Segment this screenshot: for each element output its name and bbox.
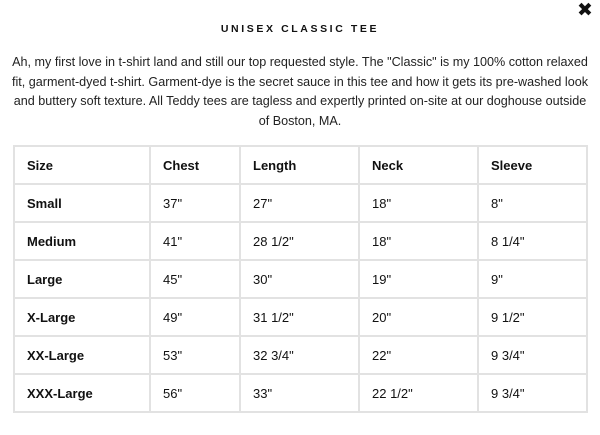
table-cell: 30" (240, 260, 359, 298)
table-cell: 33" (240, 374, 359, 412)
size-label: Medium (14, 222, 150, 260)
table-cell: 28 1/2" (240, 222, 359, 260)
table-cell: 9 3/4" (478, 336, 587, 374)
table-cell: 19" (359, 260, 478, 298)
page-title: UNISEX CLASSIC TEE (220, 23, 380, 35)
size-label: Small (14, 184, 150, 222)
close-icon[interactable]: ✖ (577, 0, 593, 21)
table-row (14, 184, 587, 222)
column-header: Sleeve (478, 146, 587, 184)
table-cell: 27" (240, 184, 359, 222)
table-cell: 31 1/2" (240, 298, 359, 336)
column-header: Chest (150, 146, 240, 184)
table-cell: 41" (150, 222, 240, 260)
column-header: Size (14, 146, 150, 184)
table-cell: 9" (478, 260, 587, 298)
table-cell: 18" (359, 184, 478, 222)
table-row (14, 222, 587, 260)
product-description: Ah, my first love in t-shirt land and still our top requested style. The "Classic" is my 100% cotton relaxed fit, garment-dyed t-shirt. Garment-dye is the secret sauce in this tee and how it gets its pre-washed look and buttery soft texture. All Teddy tees are tagless and expertly printed on-site at our doghouse outside of Boston, MA. (11, 55, 589, 128)
table-cell: 22" (359, 336, 478, 374)
table-cell: 32 3/4" (240, 336, 359, 374)
table-cell: 45" (150, 260, 240, 298)
table-cell: 9 1/2" (478, 298, 587, 336)
table-cell: 9 3/4" (478, 374, 587, 412)
size-label: Large (14, 260, 150, 298)
table-header-row (14, 146, 587, 184)
table-cell: 20" (359, 298, 478, 336)
column-header: Neck (359, 146, 478, 184)
table-cell: 49" (150, 298, 240, 336)
size-chart-table (13, 145, 588, 413)
size-label: XX-Large (14, 336, 150, 374)
table-row (14, 298, 587, 336)
size-label: XXX-Large (14, 374, 150, 412)
table-cell: 8" (478, 184, 587, 222)
table-cell: 18" (359, 222, 478, 260)
table-cell: 53" (150, 336, 240, 374)
table-cell: 22 1/2" (359, 374, 478, 412)
table-row (14, 336, 587, 374)
table-row (14, 260, 587, 298)
table-row (14, 374, 587, 412)
column-header: Length (240, 146, 359, 184)
table-cell: 8 1/4" (478, 222, 587, 260)
table-cell: 56" (150, 374, 240, 412)
size-label: X-Large (14, 298, 150, 336)
table-cell: 37" (150, 184, 240, 222)
